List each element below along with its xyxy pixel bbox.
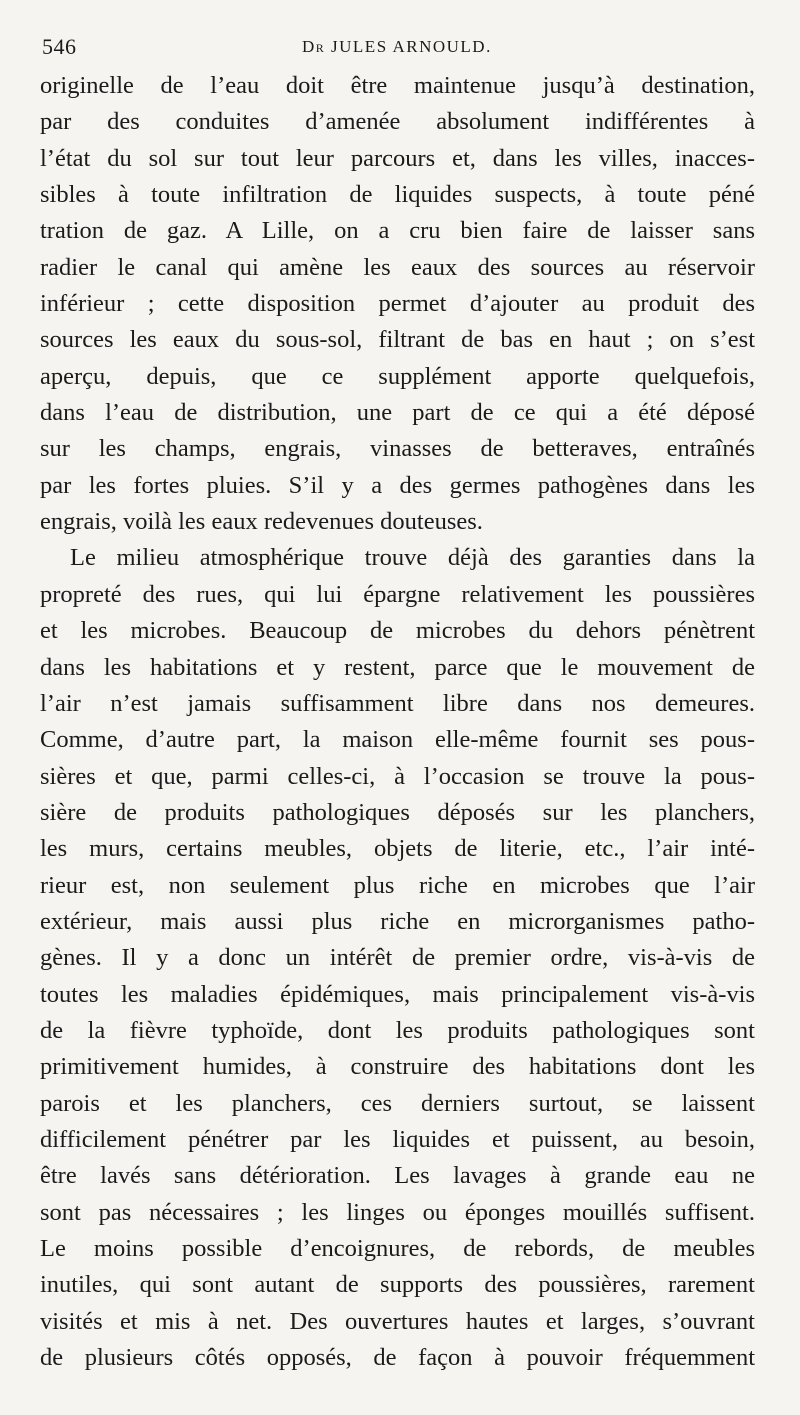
text-line: par des conduites d’amenée absolument indifférentes à — [40, 108, 755, 136]
text-line: extérieur, mais aussi plus riche en microrganismes patho- — [40, 907, 755, 935]
page-number: 546 — [42, 34, 77, 59]
text-line: sources les eaux du sous-sol, filtrant de bas en haut ; on s’est — [40, 326, 755, 354]
text-line: sont pas nécessaires ; les linges ou éponges mouillés suffisent. — [40, 1198, 755, 1226]
text-line: l’air n’est jamais suffisamment libre dans nos demeures. — [40, 689, 755, 717]
text-line: Comme, d’autre part, la maison elle-même fournit ses pous- — [40, 726, 755, 754]
text-line: par les fortes pluies. S’il y a des germes pathogènes dans les — [40, 471, 755, 499]
body-text — [40, 68, 755, 1376]
text-line: sibles à toute infiltration de liquides suspects, à toute péné — [40, 181, 755, 209]
text-line: propreté des rues, qui lui épargne relativement les poussières — [40, 580, 755, 608]
text-line: inutiles, qui sont autant de supports des poussières, rarement — [40, 1271, 755, 1299]
text-line: parois et les planchers, ces derniers surtout, se laissent — [40, 1089, 755, 1117]
text-line: et les microbes. Beaucoup de microbes du dehors pénètrent — [40, 617, 755, 645]
text-line: difficilement pénétrer par les liquides et puissent, au besoin, — [40, 1125, 755, 1153]
text-line: tration de gaz. A Lille, on a cru bien faire de laisser sans — [40, 217, 755, 245]
text-line: rieur est, non seulement plus riche en microbes que l’air — [40, 871, 755, 899]
text-line: Le moins possible d’encoignures, de rebords, de meubles — [40, 1235, 755, 1262]
text-line: dans l’eau de distribution, une part de ce qui a été déposé — [40, 399, 755, 427]
paragraph-first-line: Le milieu atmosphérique trouve déjà des garanties dans la — [70, 544, 755, 572]
text-line: sur les champs, engrais, vinasses de betteraves, entraînés — [40, 435, 755, 463]
text-line: inférieur ; cette disposition permet d’ajouter au produit des — [40, 290, 755, 318]
text-line: les murs, certains meubles, objets de literie, etc., l’air inté- — [40, 835, 755, 863]
text-line: être lavés sans détérioration. Les lavages à grande eau ne — [40, 1162, 755, 1190]
text-line: toutes les maladies épidémiques, mais principalement vis-à-vis — [40, 980, 755, 1008]
page-header — [42, 34, 770, 64]
text-line: l’état du sol sur tout leur parcours et, dans les villes, inacces- — [40, 144, 755, 172]
text-line: de plusieurs côtés opposés, de façon à pouvoir fréquemment — [40, 1344, 755, 1372]
text-line: engrais, voilà les eaux redevenues douteuses. — [40, 508, 483, 536]
text-line: sières et que, parmi celles-ci, à l’occasion se trouve la pous- — [40, 762, 755, 790]
text-line: gènes. Il y a donc un intérêt de premier ordre, vis-à-vis de — [40, 944, 755, 972]
text-line: sière de produits pathologiques déposés sur les planchers, — [40, 798, 755, 826]
text-line: de la fièvre typhoïde, dont les produits pathologiques sont — [40, 1016, 755, 1044]
text-line: dans les habitations et y restent, parce que le mouvement de — [40, 653, 755, 681]
text-line: visités et mis à net. Des ouvertures hautes et larges, s’ouvrant — [40, 1307, 755, 1335]
running-head: Dr JULES ARNOULD. — [302, 37, 492, 56]
text-line: originelle de l’eau doit être maintenue jusqu’à destination, — [40, 72, 755, 99]
text-line: radier le canal qui amène les eaux des sources au réservoir — [40, 253, 755, 281]
text-line: primitivement humides, à construire des habitations dont les — [40, 1053, 755, 1081]
text-line: aperçu, depuis, que ce supplément apporte quelquefois, — [40, 362, 755, 390]
